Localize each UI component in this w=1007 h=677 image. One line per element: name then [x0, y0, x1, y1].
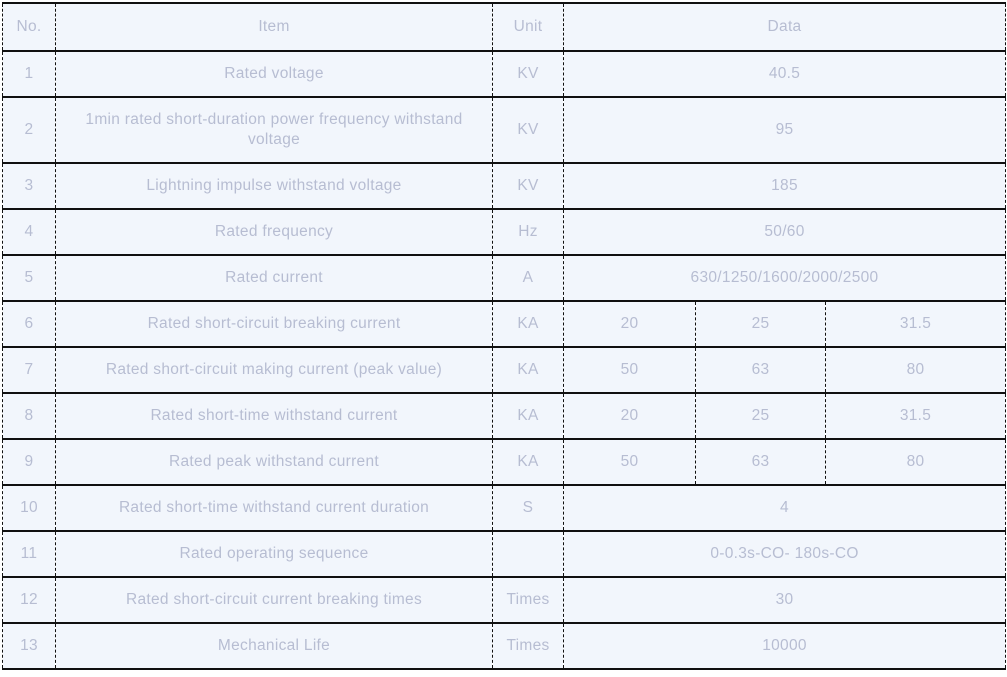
table-row: [3, 51, 1006, 97]
cell-unit: A: [493, 255, 564, 301]
cell-unit: KA: [493, 301, 564, 347]
table-row: [3, 163, 1006, 209]
cell-no: 2: [3, 97, 56, 163]
cell-unit: KV: [493, 97, 564, 163]
header-row: [3, 3, 1006, 51]
cell-item: Lightning impulse withstand voltage: [56, 163, 493, 209]
cell-unit: KA: [493, 393, 564, 439]
cell-data-3: 31.5: [826, 301, 1006, 347]
cell-data-1: 50: [564, 439, 696, 485]
cell-item: 1min rated short-duration power frequency withstand voltage: [56, 97, 493, 163]
cell-item: Rated peak withstand current: [56, 439, 493, 485]
cell-data: 0-0.3s-CO- 180s-CO: [564, 531, 1006, 577]
table-row: [3, 531, 1006, 577]
cell-item: Rated short-time withstand current: [56, 393, 493, 439]
cell-item: Mechanical Life: [56, 623, 493, 669]
cell-no: 3: [3, 163, 56, 209]
table-row: [3, 485, 1006, 531]
table-row: [3, 97, 1006, 163]
col-header-item: Item: [56, 3, 493, 51]
cell-item: Rated short-circuit current breaking times: [56, 577, 493, 623]
cell-unit: KA: [493, 347, 564, 393]
cell-no: 9: [3, 439, 56, 485]
cell-data-3: 80: [826, 439, 1006, 485]
cell-no: 7: [3, 347, 56, 393]
cell-data-1: 20: [564, 301, 696, 347]
table-row: [3, 301, 1006, 347]
col-header-no: No.: [3, 3, 56, 51]
cell-no: 8: [3, 393, 56, 439]
technical-spec-table: [2, 2, 1006, 670]
cell-unit: KV: [493, 51, 564, 97]
cell-no: 1: [3, 51, 56, 97]
cell-unit: [493, 531, 564, 577]
table-row: [3, 623, 1006, 669]
cell-item: Rated frequency: [56, 209, 493, 255]
cell-data-1: 50: [564, 347, 696, 393]
cell-unit: KA: [493, 439, 564, 485]
cell-data: 95: [564, 97, 1006, 163]
cell-data-2: 63: [696, 439, 826, 485]
cell-data: 4: [564, 485, 1006, 531]
cell-unit: Hz: [493, 209, 564, 255]
table-row: [3, 439, 1006, 485]
table-row: [3, 255, 1006, 301]
cell-unit: Times: [493, 577, 564, 623]
cell-no: 10: [3, 485, 56, 531]
cell-data: 185: [564, 163, 1006, 209]
cell-no: 5: [3, 255, 56, 301]
cell-item: Rated voltage: [56, 51, 493, 97]
cell-no: 6: [3, 301, 56, 347]
cell-data: 50/60: [564, 209, 1006, 255]
col-header-data: Data: [564, 3, 1006, 51]
cell-item: Rated short-time withstand current duration: [56, 485, 493, 531]
cell-data-2: 25: [696, 301, 826, 347]
cell-unit: Times: [493, 623, 564, 669]
cell-item: Rated short-circuit making current (peak value): [56, 347, 493, 393]
table-row: [3, 577, 1006, 623]
table-row: [3, 347, 1006, 393]
cell-unit: KV: [493, 163, 564, 209]
cell-item: Rated current: [56, 255, 493, 301]
cell-no: 12: [3, 577, 56, 623]
cell-data: 10000: [564, 623, 1006, 669]
cell-data-3: 80: [826, 347, 1006, 393]
cell-data: 30: [564, 577, 1006, 623]
cell-no: 11: [3, 531, 56, 577]
cell-data-2: 63: [696, 347, 826, 393]
col-header-unit: Unit: [493, 3, 564, 51]
cell-unit: S: [493, 485, 564, 531]
cell-item: Rated operating sequence: [56, 531, 493, 577]
cell-item: Rated short-circuit breaking current: [56, 301, 493, 347]
cell-data: 40.5: [564, 51, 1006, 97]
cell-data: 630/1250/1600/2000/2500: [564, 255, 1006, 301]
cell-no: 4: [3, 209, 56, 255]
cell-data-2: 25: [696, 393, 826, 439]
table-row: [3, 393, 1006, 439]
cell-data-1: 20: [564, 393, 696, 439]
cell-data-3: 31.5: [826, 393, 1006, 439]
table-row: [3, 209, 1006, 255]
cell-no: 13: [3, 623, 56, 669]
